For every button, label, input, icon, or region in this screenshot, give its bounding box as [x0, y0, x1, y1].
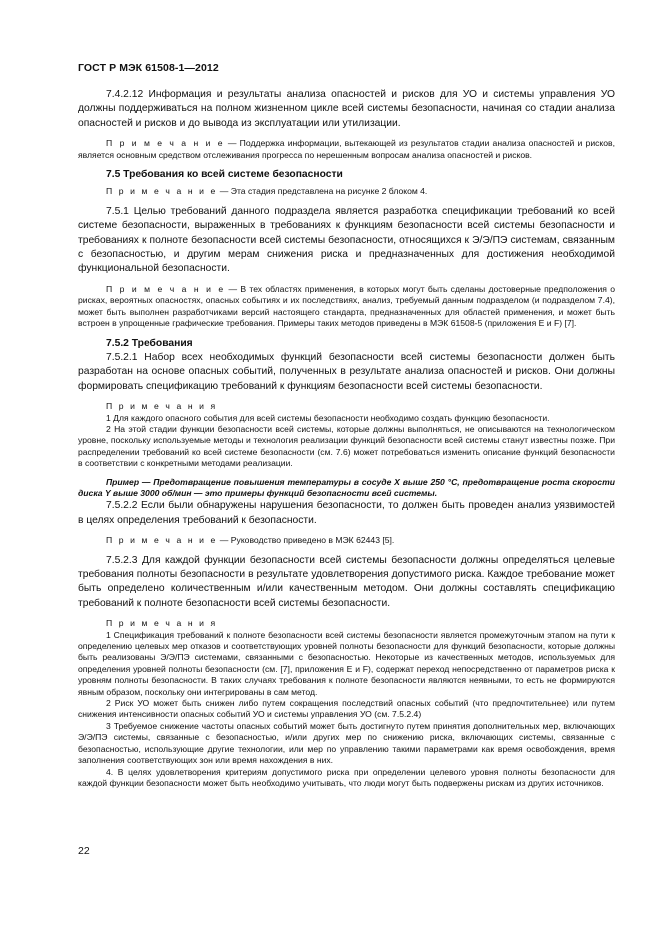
note-paragraph	[78, 138, 615, 161]
note-label: П р и м е ч а н и е	[106, 283, 226, 294]
note-item: 2 Риск УО может быть снижен либо путем сокращения последствий опасных событий (что предпочтительнее) или путем снижения интенсивности опасных событий УО и системы управления УО (см. 7.5.2.4)	[78, 698, 615, 720]
clause-7-4-2-12: 7.4.2.12 Информация и результаты анализа опасностей и рисков для УО и системы управления УО должны поддерживаться на полном жизненном цикле всей системы безопасности, начиная со стадии анализа опасностей и рисков и до вывода из эксплуатации или утилизации.	[78, 89, 615, 129]
notes-heading: П р и м е ч а н и я	[106, 618, 218, 629]
example-paragraph	[78, 477, 615, 500]
note-text: — Руководство приведено в МЭК 62443 [5].	[217, 535, 395, 546]
note-item: 4. В целях удовлетворения критериям допустимого риска при определении целевого уровня полноты безопасности для каждой функции безопасности может быть необходимо учитывать, что люди могут быть подвержены рискам из других источников.	[78, 766, 615, 788]
note-item: 1 Спецификация требований к полноте безопасности всей системы безопасности является промежуточным этапом на пути к определению целевых мер отказов и соответствующих уровней полноты безопасности для функций безопасности, которые должны быть реализованы Э/Э/ПЭ системами, связанными с безопасностью. Некоторые из качественных методов, используемых для определения уровней полноты безопасности (см. [7], приложения E и F), содержат переход непосредственно от параметров риска к уровням полноты безопасности. В таких случаях требования к полноте безопасности являются неявными, то есть не формируются явным образом, поскольку они интегрированы в сам метод.	[78, 629, 615, 697]
note-text: — В тех областях применения, в которых могут быть сделаны достоверные предположения о рисках, вероятных опасностях, опасных событиях и их последствиях, анализ, требуемый данным подразделом (и подразделом 7.4), может быть выполнен разработчиками версий настоящего стандарта, предназначенных для областей применения, и может быть встроен в упрощенные графические требования. Примеры таких методов приведены в МЭК 61508-5 (приложения E и F) [7].	[78, 283, 615, 329]
note-item: 2 На этой стадии функции безопасности всей системы, которые должны выполняться, не описываются на технологическом уровне, поскольку используемые методы и технология реализации функций безопасности всей системы станут известны позже. При распределении требований ко всей системе безопасности (см. 7.6) может потребоваться изменить описание функций безопасности в соответствии с конкретными методами реализации.	[78, 423, 615, 469]
example-text: Предотвращение повышения температуры в сосуде X выше 250 °С, предотвращение роста скорости диска Y выше 3000 об/мин — это примеры функций безопасности всей системы.	[78, 476, 615, 498]
clause-7-5-1: 7.5.1 Целью требований данного подраздела является разработка спецификации требований ко всей системе безопасности, выраженных в требованиях к функциям безопасности всей системы безопасности и требованиях к полноте безопасности всей системы безопасности, относящихся к Э/Э/ПЭ системам, связанным с безопасностью, и другим мерам снижения риска и предназначенных для достижения необходимой функциональной безопасности.	[78, 205, 615, 275]
section-heading-7-5: 7.5 Требования ко всей системе безопасности	[106, 169, 343, 181]
note-text: — Поддержка информации, вытекающей из результатов стадии анализа опасностей и рисков, является основным средством отслеживания прогресса по нерешенным вопросам анализа опасностей и рисков.	[78, 138, 615, 160]
note-label: П р и м е ч а н и е	[106, 535, 218, 546]
document-header: ГОСТ Р МЭК 61508-1—2012	[78, 62, 219, 74]
note-item: 1 Для каждого опасного события для всей системы безопасности необходимо создать функцию безопасности.	[106, 412, 550, 423]
note-paragraph	[78, 284, 615, 330]
note-label: П р и м е ч а н и е	[106, 138, 225, 149]
note-item: 3 Требуемое снижение частоты опасных событий может быть достигнуто путем принятия дополнительных мер, включающих Э/Э/ПЭ системы, связанные с безопасностью, и/или других мер по снижению риска, включающих системы, связанные с безопасностью, использующие другие технологии, или мер по управлению такими параметрами как время освобождения, время заполнения соответствующих зон или время нахождения в них.	[78, 720, 615, 766]
section-heading-7-5-2: 7.5.2 Требования	[106, 337, 193, 349]
document-body	[78, 88, 615, 789]
page-number: 22	[78, 845, 90, 857]
note-paragraph	[78, 535, 615, 546]
example-label: Пример —	[106, 476, 151, 487]
note-label: П р и м е ч а н и е	[106, 186, 218, 197]
clause-7-5-2-1: 7.5.2.1 Набор всех необходимых функций безопасности всей системы безопасности должен быть разработан на основе опасных событий, полученных в результате анализа опасностей и рисков. Они должны формировать спецификацию требований к функциям безопасности всей системы безопасности.	[78, 351, 615, 392]
notes-heading: П р и м е ч а н и я	[106, 401, 218, 412]
note-text: — Эта стадия представлена на рисунке 2 блоком 4.	[217, 186, 428, 197]
note-paragraph	[78, 186, 615, 197]
clause-7-5-2-2: 7.5.2.2 Если были обнаружены нарушения безопасности, то должен быть проведен анализ уязвимостей в целях определения требований к безопасности.	[78, 500, 615, 526]
clause-7-5-2-3: 7.5.2.3 Для каждой функции безопасности всей системы безопасности должны определяться целевые требования полноты безопасности в результате удовлетворения допустимого риска. Каждое требование может быть определено количественным и/или качественным методом. Они должны составлять спецификацию требований к полноте безопасности всей системы безопасности.	[78, 554, 615, 609]
